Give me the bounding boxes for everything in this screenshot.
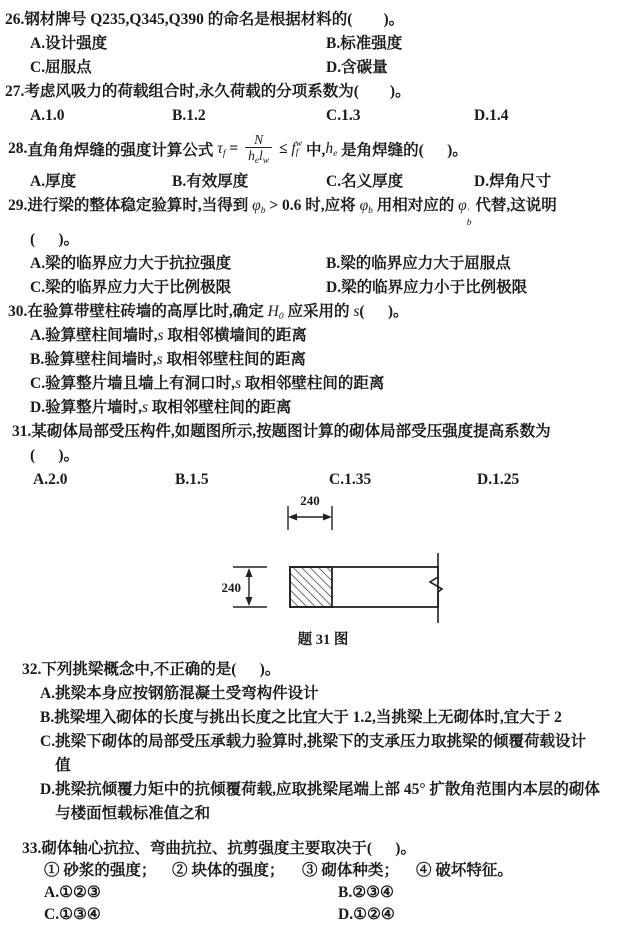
option-a: A.①②③ xyxy=(44,884,101,901)
s-symbol: s xyxy=(353,303,360,320)
question-number: 30. xyxy=(8,303,28,320)
item-3: ③ 砌体种类； xyxy=(302,862,399,879)
option-b: B.有效厚度 xyxy=(172,173,249,190)
question-text: 是角焊缝的( )。 xyxy=(337,142,468,159)
question-text: 直角角焊缝的强度计算公式 xyxy=(27,142,218,159)
question-28 xyxy=(5,128,622,194)
s-symbol: s xyxy=(156,351,163,368)
tau-symbol: $\tau_f$ xyxy=(217,140,226,159)
question-text: 砌体轴心抗拉、弯曲抗拉、抗剪强度主要取决于( )。 xyxy=(41,840,416,857)
option-c: C.梁的临界应力大于比例极限 xyxy=(30,279,232,296)
s-symbol: s xyxy=(157,327,164,344)
option-c: C.名义厚度 xyxy=(326,173,404,190)
option-d: D.①②④ xyxy=(338,906,395,923)
fraction-numerator: N xyxy=(254,131,264,147)
question-29-stem-line2: ( )。 xyxy=(30,231,80,248)
question-text: 中, xyxy=(302,142,326,159)
H0-symbol: $H_0$ xyxy=(267,303,284,322)
top-dimension-label: 240 xyxy=(300,493,320,508)
question-31-stem-line2: ( )。 xyxy=(30,447,80,464)
fraction-denominator: $h_el_w$ xyxy=(245,147,272,165)
question-30-options xyxy=(30,324,622,420)
question-text: 进行梁的整体稳定验算时,当得到 $\varphi_b > 0.6$ 时,应将 $\varphi_b$ 用相对应的 φ ′ b 代替,这说明 xyxy=(27,197,557,228)
question-31-options xyxy=(33,468,622,492)
option-d: D. 挑梁抗倾覆力矩中的抗倾覆荷载,应取挑梁尾端上部 45° 扩散角范围内本层的砌体 与楼面恒载标准值之和 xyxy=(40,781,600,822)
question-27-options xyxy=(30,104,622,128)
option-b: B.验算壁柱间墙时,s 取相邻壁柱间的距离 xyxy=(30,351,307,368)
option-b: B. 挑梁埋入砌体的长度与挑出长度之比宜大于 1.2,当挑梁上无砌体时,宜大于 2 xyxy=(40,709,562,726)
f-sup-sub: w f xyxy=(295,138,303,158)
question-28-stem xyxy=(8,128,622,170)
hatched-bearing-area xyxy=(290,567,332,607)
question-number: 31. xyxy=(12,423,32,440)
question-27 xyxy=(5,80,622,128)
figure-question-31 xyxy=(5,492,622,650)
question-text: 某砌体局部受压构件,如题图所示,按题图计算的砌体局部受压强度提高系数为 xyxy=(31,423,551,440)
question-33 xyxy=(5,838,622,926)
question-32 xyxy=(5,658,622,826)
option-c: C. 挑梁下砌体的局部受压承载力验算时,挑梁下的支承压力取挑梁的倾覆荷载设计 值 xyxy=(40,733,586,774)
question-33-stem xyxy=(22,838,622,860)
question-29-stem xyxy=(8,194,622,228)
option-a: A.验算壁柱间墙时,s 取相邻横墙间的距离 xyxy=(30,327,307,344)
option-b: B.1.5 xyxy=(175,471,209,488)
question-number: 33. xyxy=(22,840,42,857)
option-d: D.1.4 xyxy=(474,107,509,124)
option-b: B.梁的临界应力大于屈服点 xyxy=(326,255,511,272)
figure-caption: 题 31 图 xyxy=(297,632,349,648)
option-a: A. 挑梁本身应按钢筋混凝土受弯构件设计 xyxy=(40,685,319,702)
option-d: D.验算整片墙时,s 取相邻壁柱间的距离 xyxy=(30,399,292,416)
option-b: B.1.2 xyxy=(172,107,206,124)
question-text: 在验算带壁柱砖墙的高厚比时,确定 $H_0$ 应采用的 s( )。 xyxy=(27,303,409,322)
option-a: A.设计强度 xyxy=(30,35,108,52)
option-d: D.焊角尺寸 xyxy=(474,173,552,190)
question-27-stem xyxy=(5,80,622,104)
question-text: 钢材牌号 Q235,Q345,Q390 的命名是根据材料的( )。 xyxy=(24,11,405,28)
phi-b-prime-symbol: φ xyxy=(458,197,467,214)
item-2: ② 块体的强度； xyxy=(172,862,285,879)
dimension-arrow xyxy=(246,597,253,606)
option-c: C.验算整片墙且墙上有洞口时,s 取相邻壁柱间的距离 xyxy=(30,375,385,392)
option-c: C.屈服点 xyxy=(30,59,92,76)
question-26 xyxy=(5,8,622,80)
option-c: C.1.3 xyxy=(326,107,361,124)
question-32-options xyxy=(40,682,622,826)
question-28-options xyxy=(30,170,622,194)
dimension-arrow xyxy=(246,568,253,577)
fraction xyxy=(245,133,272,166)
phi-prime-sup-sub: ′ b xyxy=(466,208,472,228)
option-b: B.标准强度 xyxy=(326,35,403,52)
option-b: B.②③④ xyxy=(338,884,394,901)
item-1: ① 砂浆的强度； xyxy=(44,862,157,879)
question-31-stem xyxy=(12,420,622,444)
question-31 xyxy=(5,420,622,492)
question-number: 27. xyxy=(5,83,25,100)
phi-b-symbol: $\varphi_b$ xyxy=(252,197,266,216)
option-c: C.①③④ xyxy=(44,906,101,923)
question-number: 29. xyxy=(8,197,28,214)
question-32-stem xyxy=(22,658,622,682)
option-d: D.1.25 xyxy=(477,471,520,488)
question-29-options xyxy=(30,252,622,300)
question-33-options xyxy=(44,882,622,926)
wall-plan-figure xyxy=(5,492,628,650)
question-30-stem xyxy=(8,300,622,324)
equals-sign: = xyxy=(225,140,243,157)
item-4: ④ 破坏特征。 xyxy=(416,862,513,879)
dimension-arrow xyxy=(288,514,297,521)
option-a: A.厚度 xyxy=(30,173,77,190)
question-29 xyxy=(5,194,622,300)
question-text: 考虑风吸力的荷载组合时,永久荷载的分项系数为( )。 xyxy=(24,83,411,100)
leq-sign: ≤ xyxy=(275,140,292,157)
option-c: C.1.35 xyxy=(329,471,372,488)
option-a: A.1.0 xyxy=(30,107,65,124)
question-30 xyxy=(5,300,622,420)
option-d: D.含碳量 xyxy=(326,59,388,76)
question-number: 32. xyxy=(22,661,42,678)
question-33-items xyxy=(44,860,622,882)
option-d: D.梁的临界应力小于比例极限 xyxy=(326,279,528,296)
question-text: 下列挑梁概念中,不正确的是( )。 xyxy=(41,661,281,678)
f-design-strength-symbol: f xyxy=(291,140,296,157)
option-a: A.2.0 xyxy=(33,471,68,488)
question-26-options xyxy=(30,32,622,80)
question-number: 28. xyxy=(8,140,28,157)
he-symbol: $h_e$ xyxy=(325,140,338,159)
question-number: 26. xyxy=(5,11,25,28)
s-symbol: s xyxy=(141,399,148,416)
option-a: A.梁的临界应力大于抗拉强度 xyxy=(30,255,232,272)
dimension-arrow xyxy=(323,514,332,521)
phi-b-symbol: $\varphi_b$ xyxy=(359,197,373,216)
s-symbol: s xyxy=(234,375,241,392)
left-dimension-label: 240 xyxy=(221,580,241,595)
question-26-stem xyxy=(5,8,622,32)
